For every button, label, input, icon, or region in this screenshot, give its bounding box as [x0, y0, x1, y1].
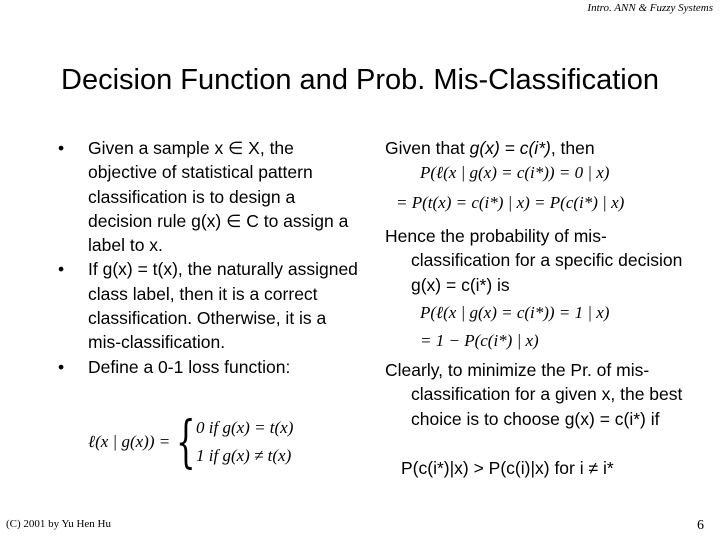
- right-paragraph-3: Clearly, to minimize the Pr. of mis-classification for a given x, the best choice is to choose g(x) = c(i*) if: [385, 360, 683, 429]
- right-column: [385, 136, 685, 160]
- brace-symbol: {: [176, 410, 196, 475]
- course-header: Intro. ANN & Fuzzy Systems: [587, 2, 713, 14]
- equation-correct-probability-result: = P(t(x) = c(i*) | x) = P(c(i*) | x): [396, 193, 625, 212]
- page-number: 6: [697, 518, 704, 533]
- decision-condition: P(c(i*)|x) > P(c(i)|x) for i ≠ i*: [401, 458, 614, 478]
- bullet-dot: •: [58, 138, 65, 158]
- copyright-footer: (C) 2001 by Yu Hen Hu: [6, 518, 111, 530]
- slide-title: Decision Function and Prob. Mis-Classification: [61, 64, 659, 96]
- bullet-item: [58, 355, 358, 379]
- bullet-dot: •: [58, 356, 65, 377]
- bullet-item: [58, 136, 358, 257]
- equation-correct-probability: P(ℓ(x | g(x) = c(i*)) = 0 | x): [420, 163, 610, 182]
- bullet-text: Given a sample x ∈ X, the objective of statistical pattern classification is to design a decision rule g(x) ∈ C to assign a label to x.: [88, 138, 349, 256]
- bullet-dot: •: [58, 259, 65, 280]
- loss-function-equation: [88, 410, 348, 475]
- bullet-text: Define a 0-1 loss function:: [88, 356, 291, 377]
- condition-expression: g(x) = c(i*): [469, 138, 551, 158]
- loss-function-lhs: ℓ(x | g(x)) =: [88, 432, 171, 451]
- loss-case-incorrect: 1 if g(x) ≠ t(x): [196, 446, 292, 465]
- loss-case-correct: 0 if g(x) = t(x): [196, 418, 294, 437]
- right-paragraph-1: Given that g(x) = c(i*), then: [385, 138, 595, 158]
- bullet-item: [58, 257, 358, 354]
- bullet-text: If g(x) = t(x), the naturally assigned class label, then it is a correct classification. Otherwise, it is a mis-classification.: [88, 259, 358, 353]
- equation-misclassification-result: = 1 − P(c(i*) | x): [420, 331, 539, 350]
- right-paragraph-2: Hence the probability of mis-classification for a specific decision g(x) = c(i*) is: [385, 226, 683, 295]
- left-column: [58, 136, 358, 379]
- equation-misclassification-probability: P(ℓ(x | g(x) = c(i*)) = 1 | x): [420, 303, 610, 322]
